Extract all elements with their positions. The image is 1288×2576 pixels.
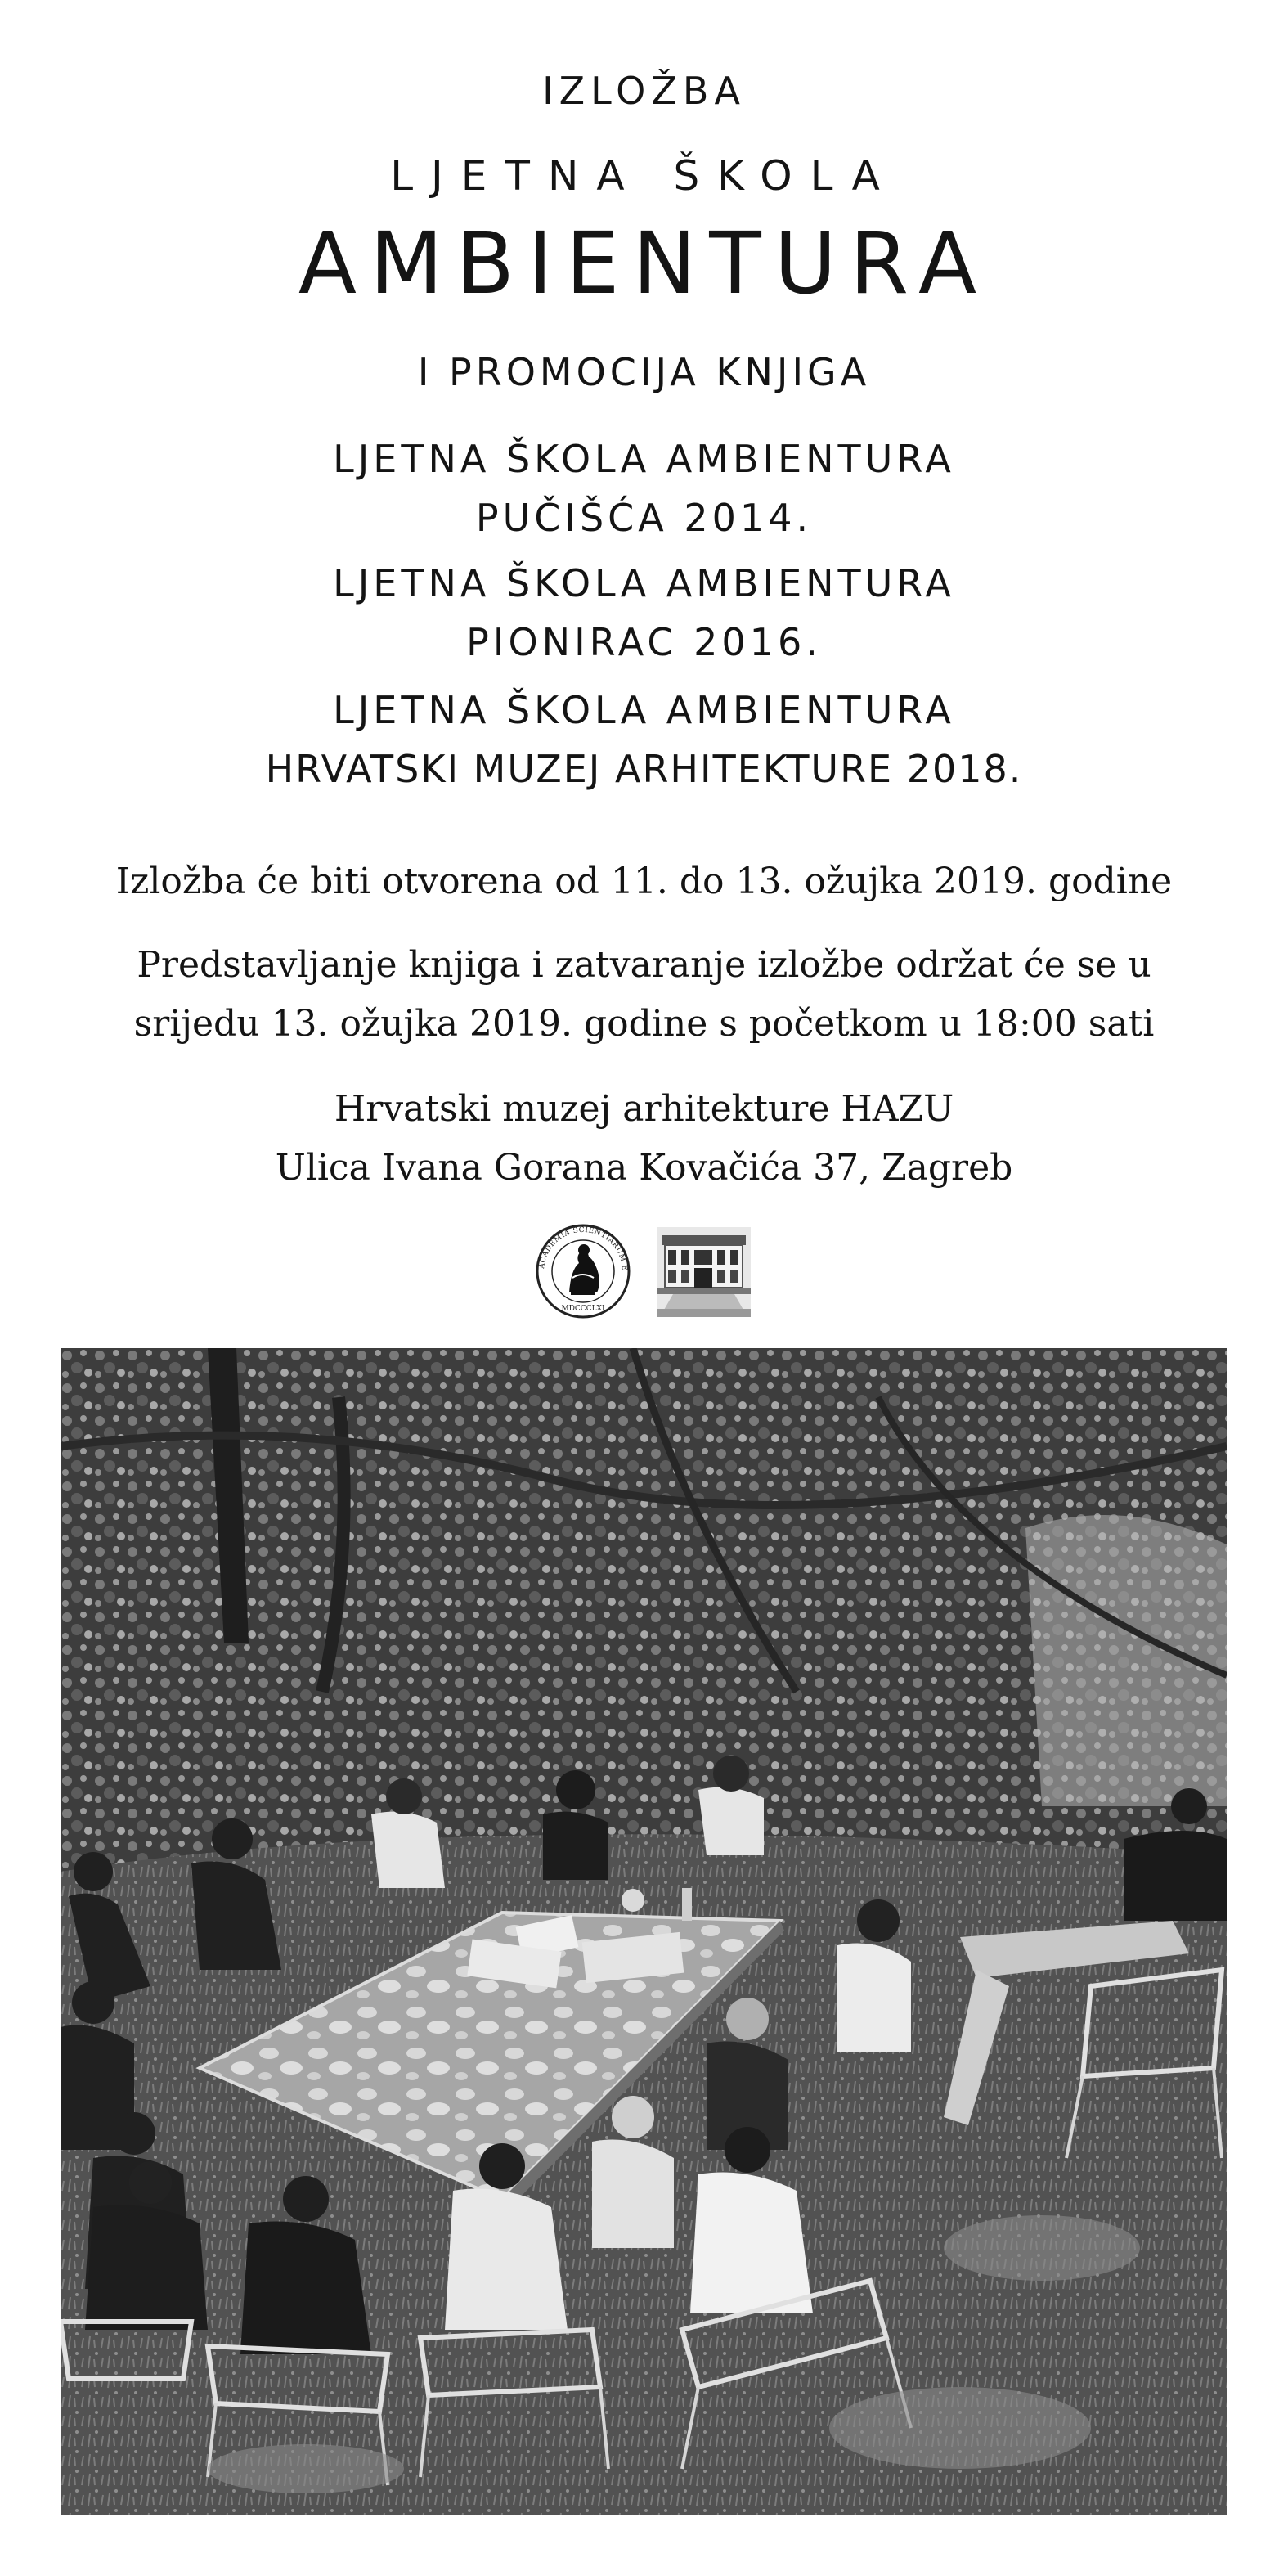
hazu-seal-logo — [530, 1221, 629, 1317]
venue-address: Ulica Ivana Gorana Kovačića 37, Zagreb — [275, 1147, 1013, 1189]
exhibition-dates: Izložba će biti otvorena od 11. do 13. ožujka 2019. godine — [115, 861, 1173, 902]
promo-heading: I PROMOCIJA KNJIGA — [417, 350, 871, 394]
kicker-label: IZLOŽBA — [542, 69, 746, 113]
group-photo — [61, 1348, 1227, 2515]
book-2-subtitle: PIONIRAC 2016. — [466, 620, 822, 664]
book-1-subtitle: PUČIŠĆA 2014. — [475, 496, 813, 540]
seal-year-text: MDCCCLXI — [561, 1305, 605, 1313]
main-title: AMBIENTURA — [298, 214, 990, 313]
closing-event-line-2: srijedu 13. ožujka 2019. godine s početkom u 18:00 sati — [133, 1003, 1155, 1045]
museum-building-logo — [657, 1227, 751, 1317]
venue-name: Hrvatski muzej arhitekture HAZU — [334, 1088, 954, 1130]
seal-ring-text: ACADEMIA SCIENTIARUM E — [538, 1225, 629, 1271]
book-1-title: LJETNA ŠKOLA AMBIENTURA — [333, 437, 955, 481]
closing-event-line-1: Predstavljanje knjiga i zatvaranje izložbe održat će se u — [137, 944, 1151, 986]
book-3-title: LJETNA ŠKOLA AMBIENTURA — [333, 688, 955, 732]
photo-illustration — [61, 1348, 1227, 2515]
subtitle: LJETNA ŠKOLA — [390, 152, 898, 200]
book-2-title: LJETNA ŠKOLA AMBIENTURA — [333, 561, 955, 605]
book-3-subtitle: HRVATSKI MUZEJ ARHITEKTURE 2018. — [265, 747, 1023, 791]
logos — [530, 1221, 755, 1323]
